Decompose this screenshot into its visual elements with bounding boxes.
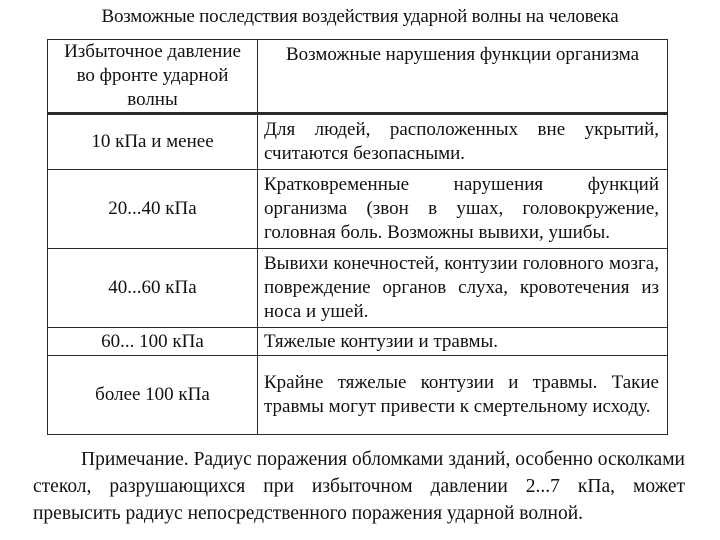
page-title: Возможные последствия воздействия ударной волны на человека (101, 6, 619, 27)
footnote (33, 446, 685, 527)
effects-cell: Кратковременные нарушения функций организма (звон в ушах, головокружение, головная боль. Возможны вывихи, ушибы. (258, 170, 668, 249)
shockwave-effects-table (47, 39, 668, 435)
effects-cell: Крайне тяжелые контузии и травмы. Такие травмы могут привести к смертельному исходу. (258, 356, 668, 435)
pressure-cell: 40...60 кПа (48, 249, 258, 328)
header-pressure: Избыточное давление во фронте ударной волны (48, 40, 258, 114)
pressure-cell: более 100 кПа (48, 356, 258, 435)
effects-cell: Тяжелые контузии и травмы. (258, 328, 668, 356)
pressure-cell: 60... 100 кПа (48, 328, 258, 356)
effects-cell: Для людей, расположенных вне укрытий, считаются безопасными. (258, 114, 668, 170)
table-row (48, 328, 668, 356)
table-row (48, 170, 668, 249)
pressure-cell: 10 кПа и менее (48, 114, 258, 170)
table-header-row (48, 40, 668, 114)
effects-cell: Вывихи конечностей, контузии головного мозга, повреждение органов слуха, кровотечения из носа и ушей. (258, 249, 668, 328)
footnote-text: Примечание. Радиус поражения обломками зданий, особенно осколками стекол, разрушающихся при избыточном давлении 2...7 кПа, может превысить радиус непосредственного поражения ударной волной. (33, 449, 685, 524)
table-row (48, 249, 668, 328)
table-row (48, 356, 668, 435)
pressure-cell: 20...40 кПа (48, 170, 258, 249)
header-effects: Возможные нарушения функции организма (258, 40, 668, 114)
table-row (48, 114, 668, 170)
